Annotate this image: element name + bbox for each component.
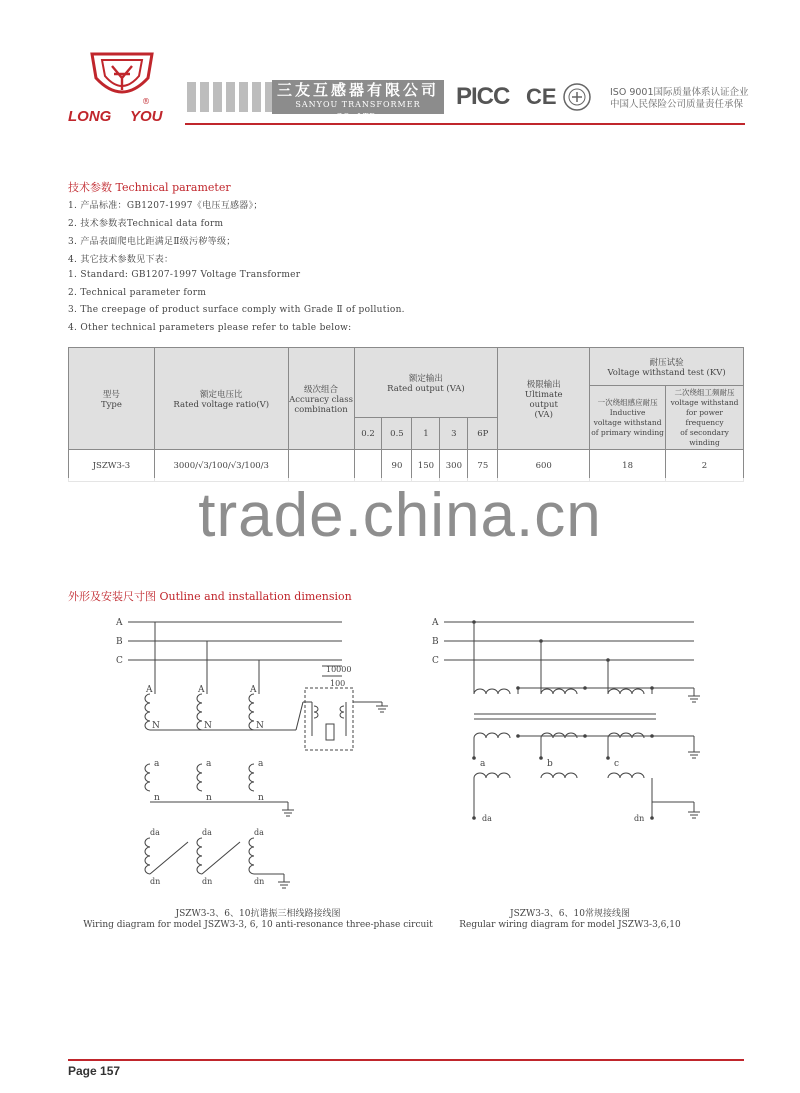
svg-text:dn: dn [634,814,645,823]
svg-text:b: b [547,759,553,769]
svg-text:da: da [202,828,212,837]
svg-text:n: n [258,793,264,803]
rated-output-header: 额定输出 Rated output (VA) [354,348,498,418]
svg-text:A: A [198,685,205,695]
header-stripes [187,82,274,112]
logo-text-you: YOU [130,108,163,125]
iso-line-2: 中国人民保险公司质量责任承保 [610,99,744,110]
footer-rule [68,1059,744,1061]
tech-line-8: 4. Other technical parameters please refer to table below: [68,323,352,333]
ratio-cell: 3000/√3/100/√3/100/3 [154,450,288,482]
class-cell: 6P [468,418,498,450]
output-cell: 75 [468,450,498,482]
svg-text:N: N [204,721,212,731]
tech-line-6: 2. Technical parameter form [68,288,207,298]
phase-label-c: C [432,656,439,666]
ultimate-output-header: 极限输出 Ultimate output (VA) [498,348,590,450]
technical-data-table [68,347,744,482]
svg-text:dn: dn [202,877,213,886]
ratio-header: 额定电压比 Rated voltage ratio(V) [154,348,288,450]
tech-section-title: 技术参数 Technical parameter [68,181,231,194]
svg-text:a: a [258,759,264,769]
svg-text:a: a [154,759,160,769]
output-cell: 150 [412,450,440,482]
iso-text [610,87,749,111]
svg-text:n: n [154,793,160,803]
withstand-header: 耐压试验 Voltage withstand test (KV) [590,348,744,386]
secondary-withstand-header: 二次绕组工频耐压 voltage withstand for power frequency of secondary winding [666,386,744,450]
svg-text:dn: dn [150,877,161,886]
company-name-box [272,80,444,121]
accuracy-cell [288,450,354,482]
type-header: 型号 Type [69,348,155,450]
class-cell: 0.5 [382,418,412,450]
tech-line-5: 1. Standard: GB1207-1997 Voltage Transformer [68,270,301,280]
left-diagram-caption-en: Wiring diagram for model JSZW3-3, 6, 10 anti-resonance three-phase circuit [83,920,433,930]
iso-line-1: ISO 9001国际质量体系认证企业 [610,87,749,98]
output-cell: 90 [382,450,412,482]
class-cell: 0.2 [354,418,382,450]
tech-line-3: 3. 产品表面爬电比距满足Ⅱ级污秽等级； [68,237,236,247]
company-name-en: SANYOU TRANSFORMER CO.,LTD. [295,100,421,121]
svg-text:c: c [614,759,620,769]
watermark-text: trade.china.cn [198,481,602,550]
page-number: Page 157 [68,1064,121,1078]
company-name-cn: 三友互感器有限公司 [276,81,439,99]
resistor-ratio-bottom: 100 [330,679,346,688]
svg-text:da: da [150,828,160,837]
header-rule [185,123,745,125]
tech-line-7: 3. The creepage of product surface comply with Grade Ⅱ of pollution. [68,305,405,315]
svg-text:da: da [482,814,492,823]
right-diagram-caption-cn: JSZW3-3、6、10常规接线图 [510,909,630,919]
class-cell: 1 [412,418,440,450]
output-cell: 300 [440,450,468,482]
svg-text:N: N [152,721,160,731]
tech-line-2: 2. 技术参数表Technical data form [68,219,224,229]
outline-section-title: 外形及安装尺寸图 Outline and installation dimension [68,590,352,603]
svg-text:a: a [480,759,486,769]
secondary-withstand-cell: 2 [666,450,744,482]
phase-label-a: A [116,618,123,628]
svg-text:n: n [206,793,212,803]
phase-label-b: B [432,637,439,647]
phase-label-c: C [116,656,123,666]
svg-text:N: N [256,721,264,731]
certification-seal-icon [562,82,592,112]
svg-text:a: a [206,759,212,769]
resistor-ratio-top: 10000 [326,665,352,674]
svg-text:A: A [250,685,257,695]
right-diagram-caption-en: Regular wiring diagram for model JSZW3-3,6,10 [459,920,681,930]
svg-text:da: da [254,828,264,837]
phase-label-a: A [432,618,439,628]
class-cell: 3 [440,418,468,450]
ce-mark: CE [526,84,557,109]
accuracy-header: 级次组合 Accuracy class combination [288,348,354,450]
picc-mark: PICC [456,83,510,110]
ultimate-cell: 600 [498,450,590,482]
svg-text:dn: dn [254,877,265,886]
tech-line-1: 1. 产品标准：GB1207-1997《电压互感器》； [68,201,263,211]
svg-text:A: A [146,685,153,695]
registered-mark: ® [142,97,150,106]
regular-wiring-diagram [420,606,720,836]
primary-withstand-cell: 18 [590,450,666,482]
logo-text-long: LONG [68,108,112,125]
type-cell: JSZW3-3 [69,450,155,482]
anti-resonance-wiring-diagram [100,606,410,894]
tech-line-4: 4. 其它技术参数见下表： [68,255,174,265]
left-diagram-caption-cn: JSZW3-3、6、10抗谐振三相线路接线图 [175,909,341,919]
table-row [69,450,744,482]
phase-label-b: B [116,637,123,647]
primary-withstand-header: 一次绕组感应耐压 Inductive voltage withstand of primary winding [590,386,666,450]
output-cell [354,450,382,482]
